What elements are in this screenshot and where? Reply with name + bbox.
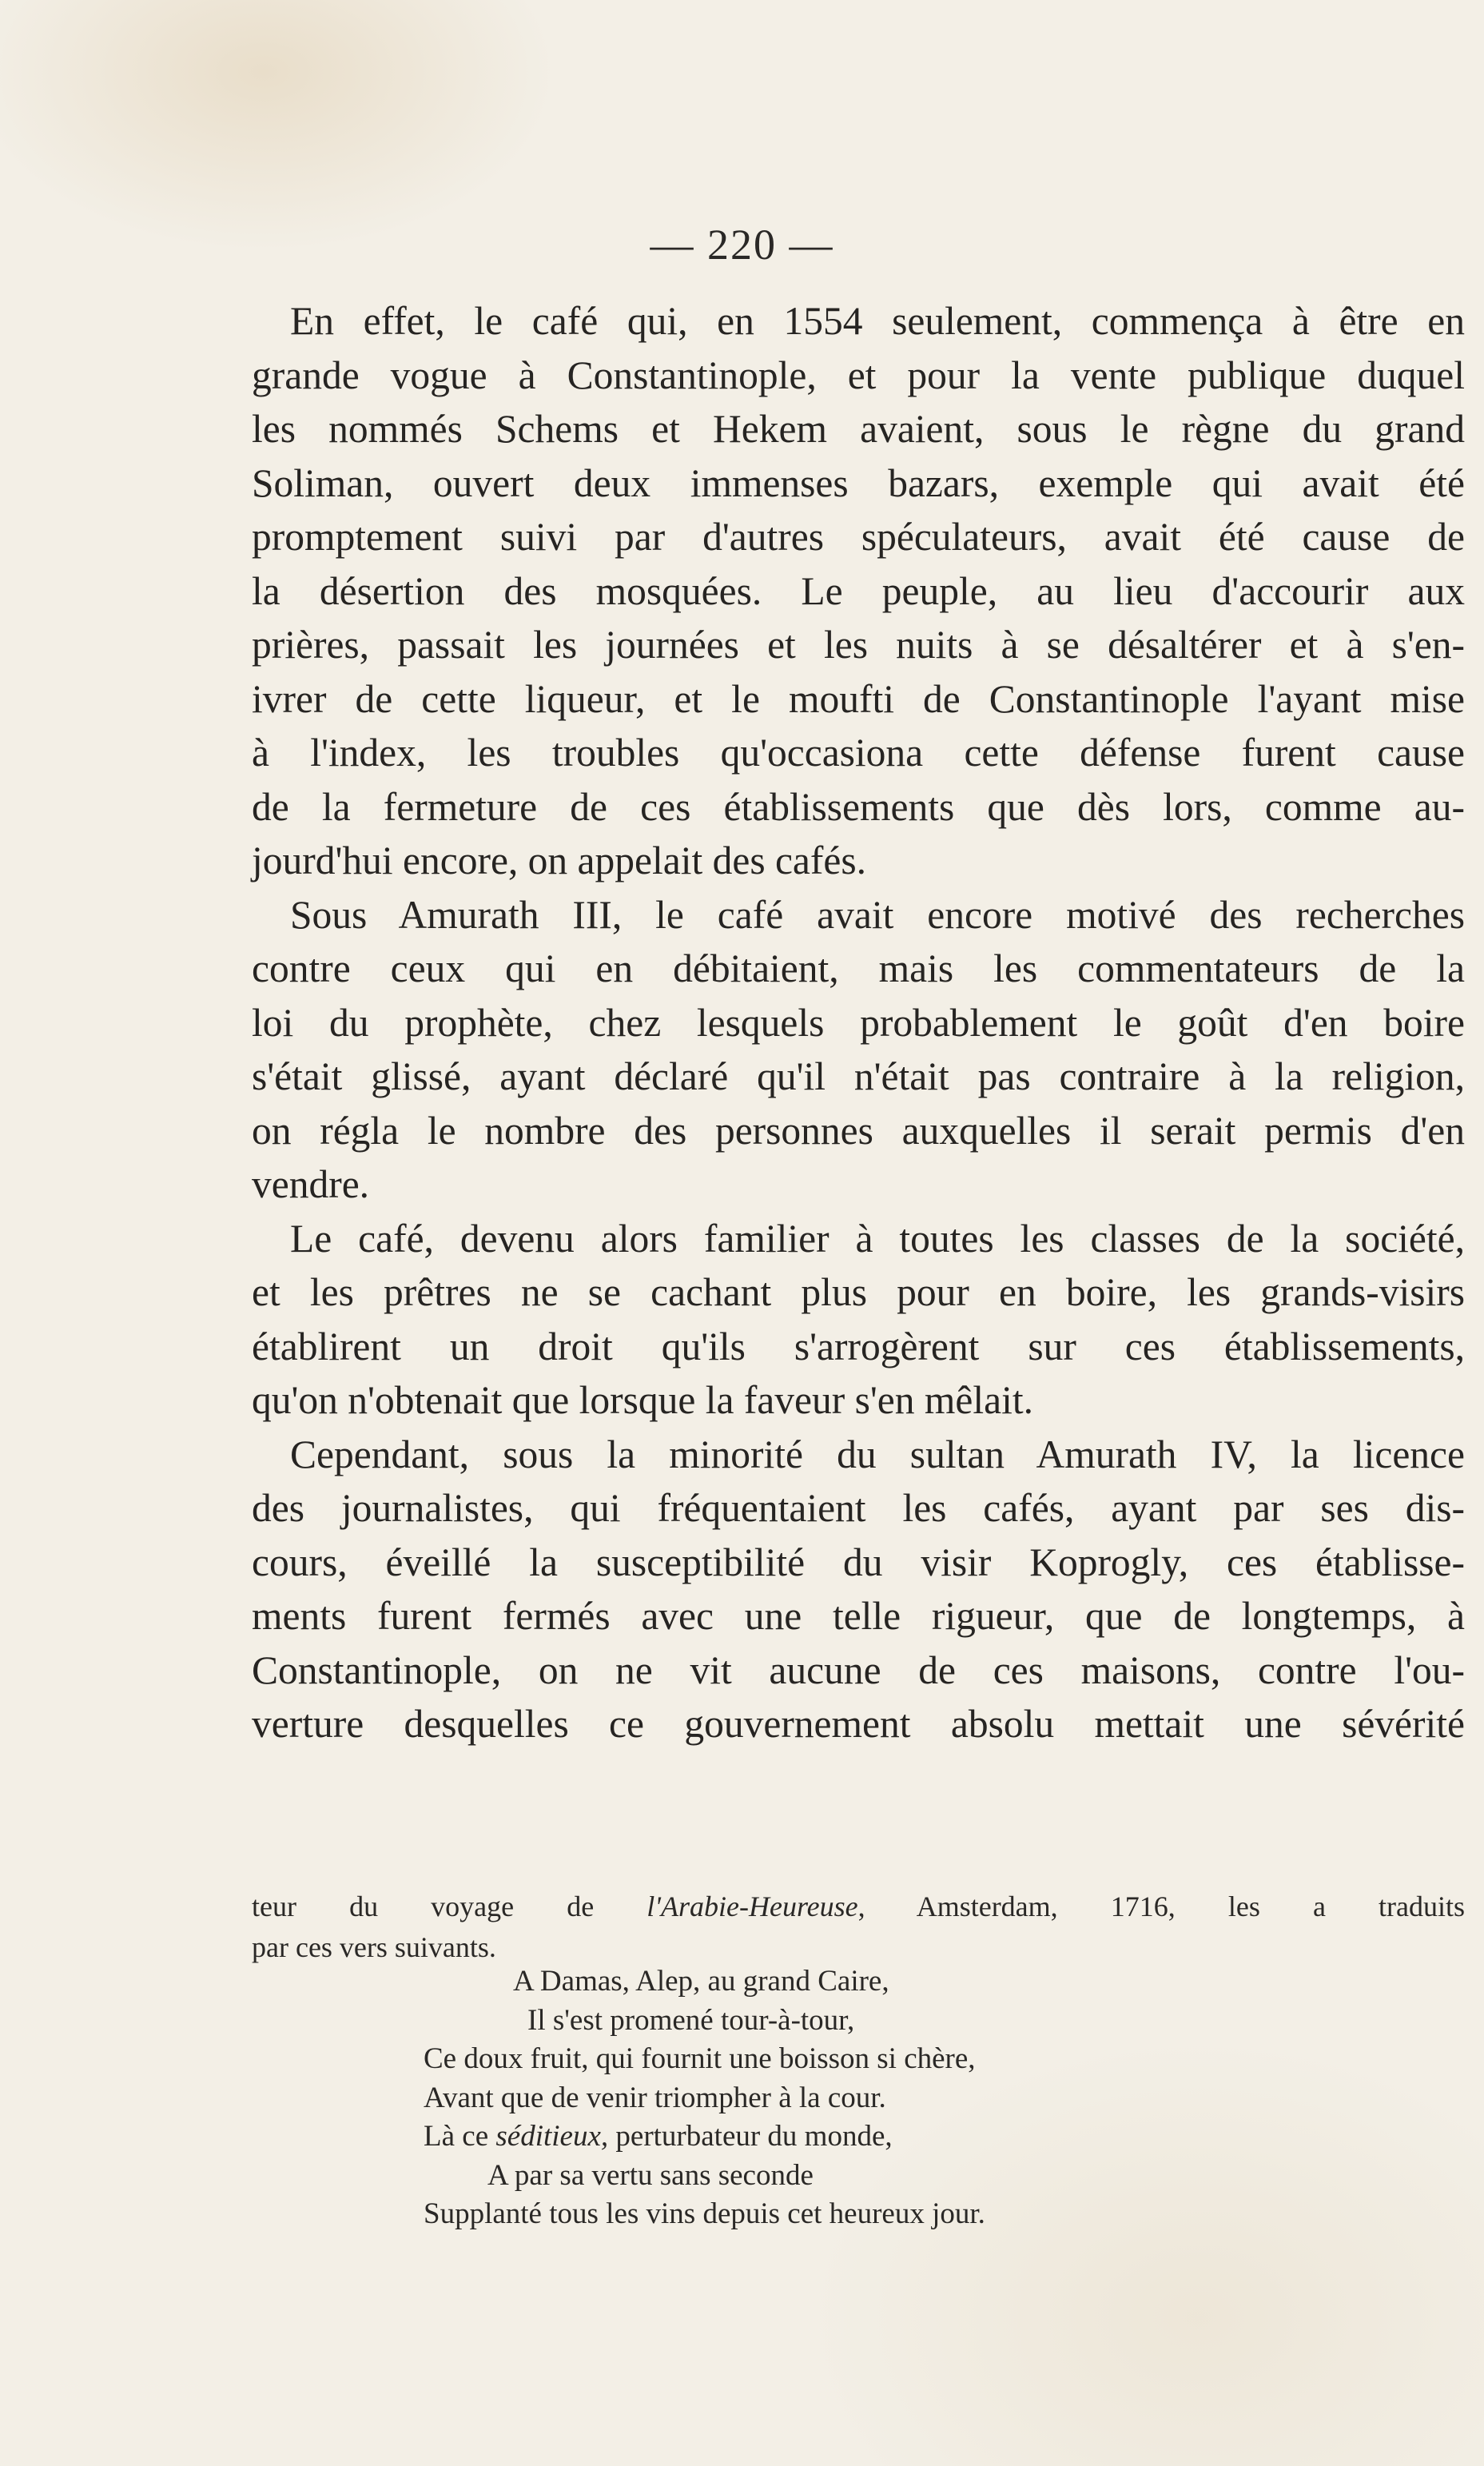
poem (424, 1962, 985, 2234)
text-line: jourd'hui encore, on appelait des cafés. (252, 839, 866, 882)
poem-verse: Avant que de venir triompher à la cour. (424, 2081, 886, 2114)
poem-verse: Ce doux fruit, qui fournit une boisson si chère, (424, 2042, 976, 2075)
text-line: des journalistes, qui fréquentaient les cafés, ayant par ses dis- (252, 1486, 1465, 1530)
text-line: s'était glissé, ayant déclaré qu'il n'était pas contraire à la religion, (252, 1054, 1465, 1098)
text-line: ivrer de cette liqueur, et le moufti de Constantinople l'ayant mise (252, 676, 1465, 721)
poem-verse (424, 2117, 985, 2157)
text-line: Sous Amurath III, le café avait encore motivé des recherches (290, 892, 1465, 937)
paragraph-4 (252, 1428, 1465, 1751)
poem-text: Là ce (424, 2120, 496, 2153)
poem-verse: A Damas, Alep, au grand Caire, (513, 1965, 889, 1998)
poem-verse: Supplanté tous les vins depuis cet heureux jour. (424, 2197, 985, 2230)
text-line: Le café, devenu alors familier à toutes les classes de la société, (290, 1216, 1465, 1261)
poem-text: perturbateur du monde, (608, 2120, 893, 2153)
text-line: qu'on n'obtenait que lorsque la faveur s'en mêlait. (252, 1378, 1033, 1422)
text-line: loi du prophète, chez lesquels probablement le goût d'en boire (252, 1000, 1465, 1045)
text-line: à l'index, les troubles qu'occasiona cette défense furent cause (252, 731, 1465, 775)
text-line: En effet, le café qui, en 1554 seulement, commença à être en (290, 299, 1465, 343)
text-line: verture desquelles ce gouvernement absolu mettait une sévérité (252, 1702, 1465, 1746)
text-line: contre ceux qui en débitaient, mais les commentateurs de la (252, 946, 1465, 990)
poem-verse: Il s'est promené tour-à-tour, (527, 2003, 855, 2037)
text-line: promptement suivi par d'autres spéculateurs, avait été cause de (252, 515, 1465, 559)
paragraph-2 (252, 888, 1465, 1212)
text-line: ments furent fermés avec une telle rigueur, que de longtemps, à (252, 1594, 1465, 1638)
text-line: et les prêtres ne se cachant plus pour en boire, les grands-visirs (252, 1270, 1465, 1314)
text-line: vendre. (252, 1162, 370, 1206)
paragraph-3 (252, 1212, 1465, 1428)
text-line: la désertion des mosquées. Le peuple, au lieu d'accourir aux (252, 568, 1465, 613)
text-line: de la fermeture de ces établissements que dès lors, comme au- (252, 784, 1465, 829)
page-number: — 220 — (650, 221, 834, 269)
footnote-line (252, 1886, 1465, 1927)
poem-italic-word: séditieux, (495, 2120, 609, 2153)
footnote-text: teur du voyage de (252, 1890, 647, 1922)
footnote (252, 1886, 1465, 1968)
text-line: les nommés Schems et Hekem avaient, sous le règne du grand (252, 407, 1465, 451)
text-line: on régla le nombre des personnes auxquelles il serait permis d'en (252, 1108, 1465, 1153)
text-line: Constantinople, on ne vit aucune de ces maisons, contre l'ou- (252, 1647, 1465, 1692)
footnote-text: , Amsterdam, 1716, les a traduits (857, 1890, 1465, 1922)
main-text (252, 294, 1465, 1751)
paragraph-1 (252, 294, 1465, 888)
text-line: Cependant, sous la minorité du sultan Amurath IV, la licence (290, 1432, 1465, 1476)
text-line: cours, éveillé la susceptibilité du visir Koprogly, ces établisse- (252, 1540, 1465, 1584)
footnote-line: par ces vers suivants. (252, 1931, 496, 1963)
text-line: prières, passait les journées et les nuits à se désaltérer et à s'en- (252, 623, 1465, 667)
poem-verse: A par sa vertu sans seconde (487, 2158, 814, 2192)
footnote-italic-title: l'Arabie-Heureuse (647, 1890, 858, 1922)
text-line: Soliman, ouvert deux immenses bazars, exemple qui avait été (252, 460, 1465, 505)
text-line: établirent un droit qu'ils s'arrogèrent sur ces établissements, (252, 1324, 1465, 1368)
text-line: grande vogue à Constantinople, et pour la vente publique duquel (252, 353, 1465, 397)
